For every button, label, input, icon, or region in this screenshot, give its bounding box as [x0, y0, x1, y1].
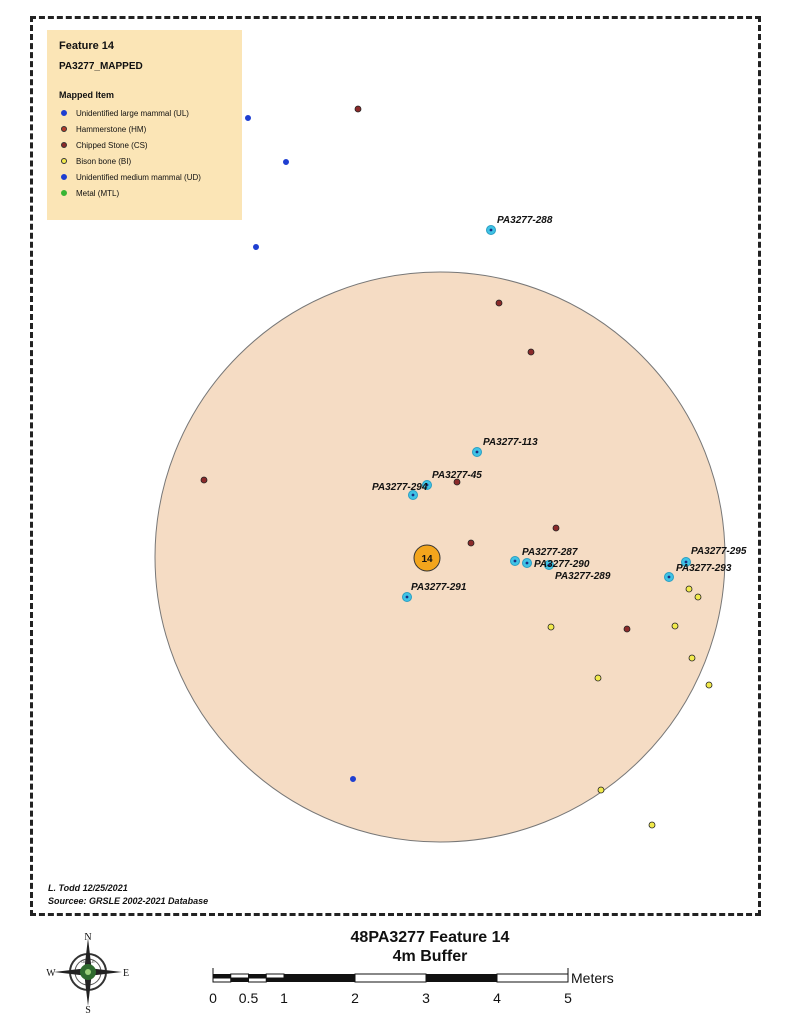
mapped-point[interactable]: [695, 594, 701, 600]
mapped-point[interactable]: [689, 655, 695, 661]
mapped-point-center: [412, 494, 415, 497]
mapped-point[interactable]: [350, 776, 355, 781]
map-title-line1: 48PA3277 Feature 14: [350, 929, 510, 946]
scale-tick-1: 1: [280, 990, 288, 1006]
legend-swatch-dot: [61, 110, 67, 116]
mapped-point-center: [490, 229, 493, 232]
mapped-point[interactable]: [624, 626, 630, 632]
credits-source: Sourcee: GRSLE 2002-2021 Database: [48, 896, 209, 906]
mapped-point[interactable]: [283, 159, 288, 164]
legend-item-label: Unidentified large mammal (UL): [76, 108, 189, 118]
legend-item-label: Metal (MTL): [76, 188, 120, 198]
legend-item: [59, 121, 230, 137]
mapped-point[interactable]: [672, 623, 678, 629]
point-label: PA3277-295: [691, 546, 747, 557]
mapped-point[interactable]: [253, 244, 258, 249]
compass-east: E: [122, 968, 130, 979]
compass-west: W: [46, 968, 56, 979]
legend-item: [59, 105, 230, 121]
mapped-point[interactable]: [706, 682, 712, 688]
legend-swatch-dot: [61, 174, 67, 180]
scale-unit: Meters: [571, 970, 614, 986]
map-title-line2: 4m Buffer: [392, 948, 468, 965]
scale-segments: [213, 968, 568, 982]
legend-item: [59, 185, 230, 201]
legend-item-label: Hammerstone (HM): [76, 124, 147, 134]
point-label: PA3277-45: [432, 470, 482, 481]
map-title: [280, 928, 580, 966]
mapped-point-center: [406, 596, 409, 599]
legend-swatch-dot: [61, 142, 67, 148]
legend-item-label: Unidentified medium mammal (UD): [76, 172, 201, 182]
north-arrow-compass: [46, 930, 130, 1014]
scale-tick-5: 5: [564, 990, 572, 1006]
mapped-point[interactable]: [598, 787, 604, 793]
legend-swatch-dot: [61, 126, 67, 132]
mapped-point-center: [668, 576, 671, 579]
point-label: PA3277-290: [534, 559, 590, 570]
mapped-point-center: [526, 562, 529, 565]
compass-badge: GRSLE: [81, 959, 95, 964]
mapped-point-center: [476, 451, 479, 454]
mapped-point-center: [514, 560, 517, 563]
mapped-point[interactable]: [355, 106, 361, 112]
legend-swatch-dot: [61, 190, 67, 196]
mapped-point[interactable]: [201, 477, 207, 483]
point-label: PA3277-287: [522, 547, 578, 558]
compass-north: N: [84, 932, 92, 943]
legend-title: Feature 14: [59, 40, 115, 52]
legend-layer-name: PA3277_MAPPED: [59, 61, 143, 72]
mapped-point[interactable]: [468, 540, 474, 546]
mapped-point[interactable]: [496, 300, 502, 306]
mapped-point[interactable]: [245, 115, 250, 120]
credits-author: L. Todd 12/25/2021: [48, 883, 128, 893]
mapped-point[interactable]: [595, 675, 601, 681]
mapped-point[interactable]: [528, 349, 534, 355]
point-label: PA3277-294: [372, 482, 428, 493]
legend-item: [59, 169, 230, 185]
point-label: PA3277-289: [555, 571, 611, 582]
mapped-point[interactable]: [686, 586, 692, 592]
feature-14-marker-label: 14: [421, 554, 433, 565]
map-credits: [48, 882, 208, 908]
mapped-point[interactable]: [548, 624, 554, 630]
map-legend: [47, 30, 242, 220]
legend-item-label: Chipped Stone (CS): [76, 140, 148, 150]
scale-tick-3: 3: [422, 990, 430, 1006]
point-label: PA3277-288: [497, 215, 553, 226]
point-label: PA3277-291: [411, 582, 467, 593]
feature-14-marker[interactable]: [414, 545, 440, 571]
scale-tick-0: 0: [209, 990, 217, 1006]
scale-tick-2: 2: [351, 990, 359, 1006]
scale-tick-0-5: 0.5: [238, 990, 259, 1006]
mapped-point[interactable]: [553, 525, 559, 531]
legend-swatch-dot: [61, 158, 67, 164]
point-label: PA3277-293: [676, 563, 732, 574]
legend-item: [59, 153, 230, 169]
legend-item: [59, 137, 230, 153]
legend-heading: Mapped Item: [59, 90, 115, 100]
point-label: PA3277-113: [483, 437, 538, 448]
mapped-point[interactable]: [649, 822, 655, 828]
scale-tick-4: 4: [493, 990, 501, 1006]
legend-item-label: Bison bone (BI): [76, 156, 132, 166]
compass-south: S: [85, 1005, 91, 1014]
scale-bar: [205, 966, 645, 1016]
